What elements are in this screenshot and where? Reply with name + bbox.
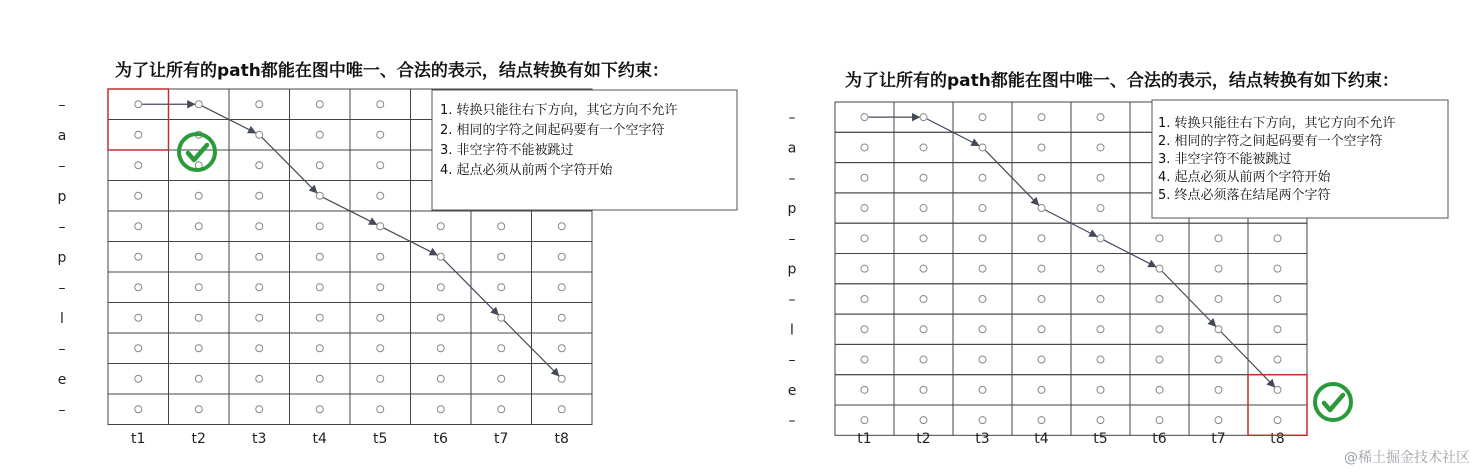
grid-node	[135, 162, 142, 169]
grid-node	[256, 375, 263, 382]
grid-node	[498, 253, 505, 260]
diagram-left-row-labels	[58, 97, 67, 418]
grid-node	[1097, 144, 1104, 151]
grid-node	[316, 345, 323, 352]
grid-node	[979, 417, 986, 424]
col-label: t8	[1270, 431, 1285, 447]
col-label: t3	[252, 431, 267, 447]
grid-node	[195, 406, 202, 413]
grid-node	[135, 375, 142, 382]
grid-node	[979, 326, 986, 333]
grid-node	[979, 265, 986, 272]
grid-node	[1097, 386, 1104, 393]
grid-node	[1097, 326, 1104, 333]
grid-node	[135, 253, 142, 260]
grid-node	[498, 345, 505, 352]
grid-node	[1274, 356, 1281, 363]
grid-node	[256, 345, 263, 352]
rules-box-right	[1152, 100, 1448, 218]
grid-node	[1097, 174, 1104, 181]
grid-node	[377, 375, 384, 382]
grid-node	[1038, 205, 1045, 212]
grid-node	[316, 253, 323, 260]
grid-node	[498, 314, 505, 321]
grid-node	[558, 314, 565, 321]
grid-node	[1097, 114, 1104, 121]
row-label: –	[788, 170, 796, 187]
grid-node	[861, 144, 868, 151]
grid-node	[1215, 265, 1222, 272]
rule-3: 3. 非空字符不能被跳过	[440, 143, 574, 158]
grid-node	[256, 223, 263, 230]
grid-node	[1038, 265, 1045, 272]
watermark: @稀土掘金技术社区	[1344, 450, 1470, 466]
grid-node	[920, 265, 927, 272]
grid-node	[377, 223, 384, 230]
grid-node	[1156, 235, 1163, 242]
grid-node	[920, 235, 927, 242]
grid-node	[1097, 265, 1104, 272]
grid-node	[1038, 326, 1045, 333]
grid-node	[861, 114, 868, 121]
grid-node	[498, 223, 505, 230]
grid-node	[316, 375, 323, 382]
grid-node	[1274, 386, 1281, 393]
grid-node	[437, 284, 444, 291]
row-label: –	[58, 97, 66, 114]
grid-node	[256, 162, 263, 169]
grid-node	[135, 101, 142, 108]
grid-node	[1038, 174, 1045, 181]
col-label: t3	[975, 431, 990, 447]
row-label: –	[788, 231, 796, 248]
row-label: –	[788, 291, 796, 308]
grid-node	[861, 205, 868, 212]
row-label: l	[60, 310, 64, 327]
grid-node	[920, 144, 927, 151]
grid-node	[316, 162, 323, 169]
grid-node	[1097, 417, 1104, 424]
row-label: –	[58, 341, 66, 358]
diagram-left-title: 为了让所有的path都能在图中唯一、合法的表示，结点转换有如下约束：	[115, 61, 669, 81]
rule-2: 2. 相同的字符之间起码要有一个空字符	[440, 123, 665, 138]
grid-node	[1038, 356, 1045, 363]
row-label: a	[57, 127, 67, 144]
grid-node	[558, 284, 565, 291]
grid-node	[1156, 265, 1163, 272]
rule-5: 5. 终点必须落在结尾两个字符	[1158, 188, 1331, 203]
grid-node	[861, 356, 868, 363]
diagram-right	[788, 70, 1448, 447]
grid-node	[316, 101, 323, 108]
grid-node	[861, 265, 868, 272]
row-label: –	[58, 158, 66, 175]
grid-node	[861, 174, 868, 181]
grid-node	[135, 223, 142, 230]
rules-box-left	[432, 90, 737, 210]
grid-node	[1156, 386, 1163, 393]
rule-1: 1. 转换只能往右下方向，其它方向不允许	[440, 103, 678, 118]
col-label: t6	[1152, 431, 1167, 447]
grid-node	[558, 345, 565, 352]
grid-node	[437, 253, 444, 260]
grid-node	[195, 314, 202, 321]
row-label: –	[58, 280, 66, 297]
row-label: –	[58, 219, 66, 236]
grid-node	[377, 345, 384, 352]
grid-node	[861, 326, 868, 333]
diagram-right-title: 为了让所有的path都能在图中唯一、合法的表示，结点转换有如下约束：	[845, 71, 1399, 91]
grid-node	[377, 192, 384, 199]
grid-node	[256, 192, 263, 199]
row-label: e	[787, 382, 797, 399]
grid-node	[920, 326, 927, 333]
check-circle-icon	[1315, 384, 1351, 420]
row-label: –	[58, 402, 66, 419]
row-label: p	[57, 249, 67, 266]
col-label: t8	[554, 431, 569, 447]
grid-node	[135, 314, 142, 321]
grid-node	[1215, 386, 1222, 393]
grid-node	[920, 114, 927, 121]
grid-node	[1215, 295, 1222, 302]
col-label: t2	[191, 431, 206, 447]
grid-node	[979, 235, 986, 242]
grid-node	[920, 174, 927, 181]
grid-node	[377, 406, 384, 413]
grid-node	[498, 284, 505, 291]
grid-node	[498, 406, 505, 413]
grid-node	[195, 223, 202, 230]
grid-node	[1038, 417, 1045, 424]
grid-node	[316, 406, 323, 413]
row-label: l	[790, 322, 794, 339]
grid-node	[1215, 326, 1222, 333]
grid-node	[135, 131, 142, 138]
grid-node	[256, 314, 263, 321]
grid-node	[1038, 235, 1045, 242]
grid-node	[861, 295, 868, 302]
grid-node	[920, 386, 927, 393]
grid-node	[437, 223, 444, 230]
grid-node	[195, 345, 202, 352]
grid-node	[316, 284, 323, 291]
grid-node	[1097, 235, 1104, 242]
grid-node	[437, 406, 444, 413]
grid-node	[979, 144, 986, 151]
grid-node	[195, 192, 202, 199]
grid-node	[377, 131, 384, 138]
grid-node	[558, 253, 565, 260]
grid-node	[437, 314, 444, 321]
col-label: t4	[1034, 431, 1049, 447]
col-label: t5	[1093, 431, 1108, 447]
grid-node	[316, 131, 323, 138]
grid-node	[920, 295, 927, 302]
grid-node	[1097, 295, 1104, 302]
grid-node	[920, 205, 927, 212]
grid-node	[979, 205, 986, 212]
grid-node	[316, 223, 323, 230]
grid-node	[256, 101, 263, 108]
grid-node	[256, 406, 263, 413]
diagram-left-col-labels	[131, 431, 569, 447]
grid-node	[558, 375, 565, 382]
col-label: t7	[1211, 431, 1226, 447]
row-label: –	[788, 110, 796, 127]
grid-node	[195, 253, 202, 260]
grid-node	[1038, 144, 1045, 151]
rule-4: 4. 起点必须从前两个字符开始	[1158, 170, 1331, 185]
grid-node	[135, 284, 142, 291]
grid-node	[1215, 356, 1222, 363]
grid-node	[979, 114, 986, 121]
grid-node	[377, 253, 384, 260]
grid-node	[256, 131, 263, 138]
grid-node	[861, 386, 868, 393]
col-label: t5	[373, 431, 388, 447]
grid-node	[1215, 417, 1222, 424]
grid-node	[1274, 417, 1281, 424]
grid-node	[135, 192, 142, 199]
diagram-left	[58, 60, 737, 447]
grid-node	[1156, 295, 1163, 302]
col-label: t7	[494, 431, 509, 447]
grid-node	[195, 284, 202, 291]
col-label: t2	[916, 431, 931, 447]
rule-3: 3. 非空字符不能被跳过	[1158, 152, 1292, 167]
col-label: t4	[312, 431, 327, 447]
row-label: p	[57, 188, 67, 205]
grid-node	[1215, 235, 1222, 242]
grid-node	[316, 314, 323, 321]
grid-node	[135, 345, 142, 352]
col-label: t1	[131, 431, 146, 447]
row-label: –	[788, 413, 796, 430]
row-label: –	[788, 352, 796, 369]
grid-node	[195, 375, 202, 382]
grid-node	[979, 295, 986, 302]
grid-node	[979, 174, 986, 181]
grid-node	[1274, 326, 1281, 333]
grid-node	[1156, 326, 1163, 333]
grid-node	[920, 356, 927, 363]
row-label: e	[57, 371, 67, 388]
grid-node	[256, 284, 263, 291]
col-label: t1	[857, 431, 872, 447]
rule-2: 2. 相同的字符之间起码要有一个空字符	[1158, 134, 1383, 149]
rule-1: 1. 转换只能往右下方向，其它方向不允许	[1158, 116, 1396, 131]
row-label: p	[787, 201, 797, 218]
grid-node	[437, 375, 444, 382]
grid-node	[377, 284, 384, 291]
grid-node	[1038, 386, 1045, 393]
grid-node	[498, 375, 505, 382]
grid-node	[1156, 356, 1163, 363]
rule-4: 4. 起点必须从前两个字符开始	[440, 163, 613, 178]
grid-node	[1274, 235, 1281, 242]
grid-node	[920, 417, 927, 424]
grid-node	[861, 235, 868, 242]
grid-node	[558, 223, 565, 230]
grid-node	[1274, 265, 1281, 272]
grid-node	[861, 417, 868, 424]
grid-node	[256, 253, 263, 260]
row-label: p	[787, 261, 797, 278]
grid-node	[135, 406, 142, 413]
grid-node	[377, 162, 384, 169]
grid-node	[979, 386, 986, 393]
grid-node	[195, 101, 202, 108]
grid-node	[1038, 114, 1045, 121]
grid-node	[1274, 295, 1281, 302]
grid-node	[1097, 356, 1104, 363]
diagram-right-row-labels	[788, 110, 797, 429]
grid-node	[979, 356, 986, 363]
grid-node	[1097, 205, 1104, 212]
col-label: t6	[433, 431, 448, 447]
grid-node	[377, 101, 384, 108]
grid-node	[558, 406, 565, 413]
row-label: a	[787, 140, 797, 157]
grid-node	[437, 345, 444, 352]
grid-node	[1038, 295, 1045, 302]
grid-node	[316, 192, 323, 199]
grid-node	[377, 314, 384, 321]
grid-node	[1156, 417, 1163, 424]
